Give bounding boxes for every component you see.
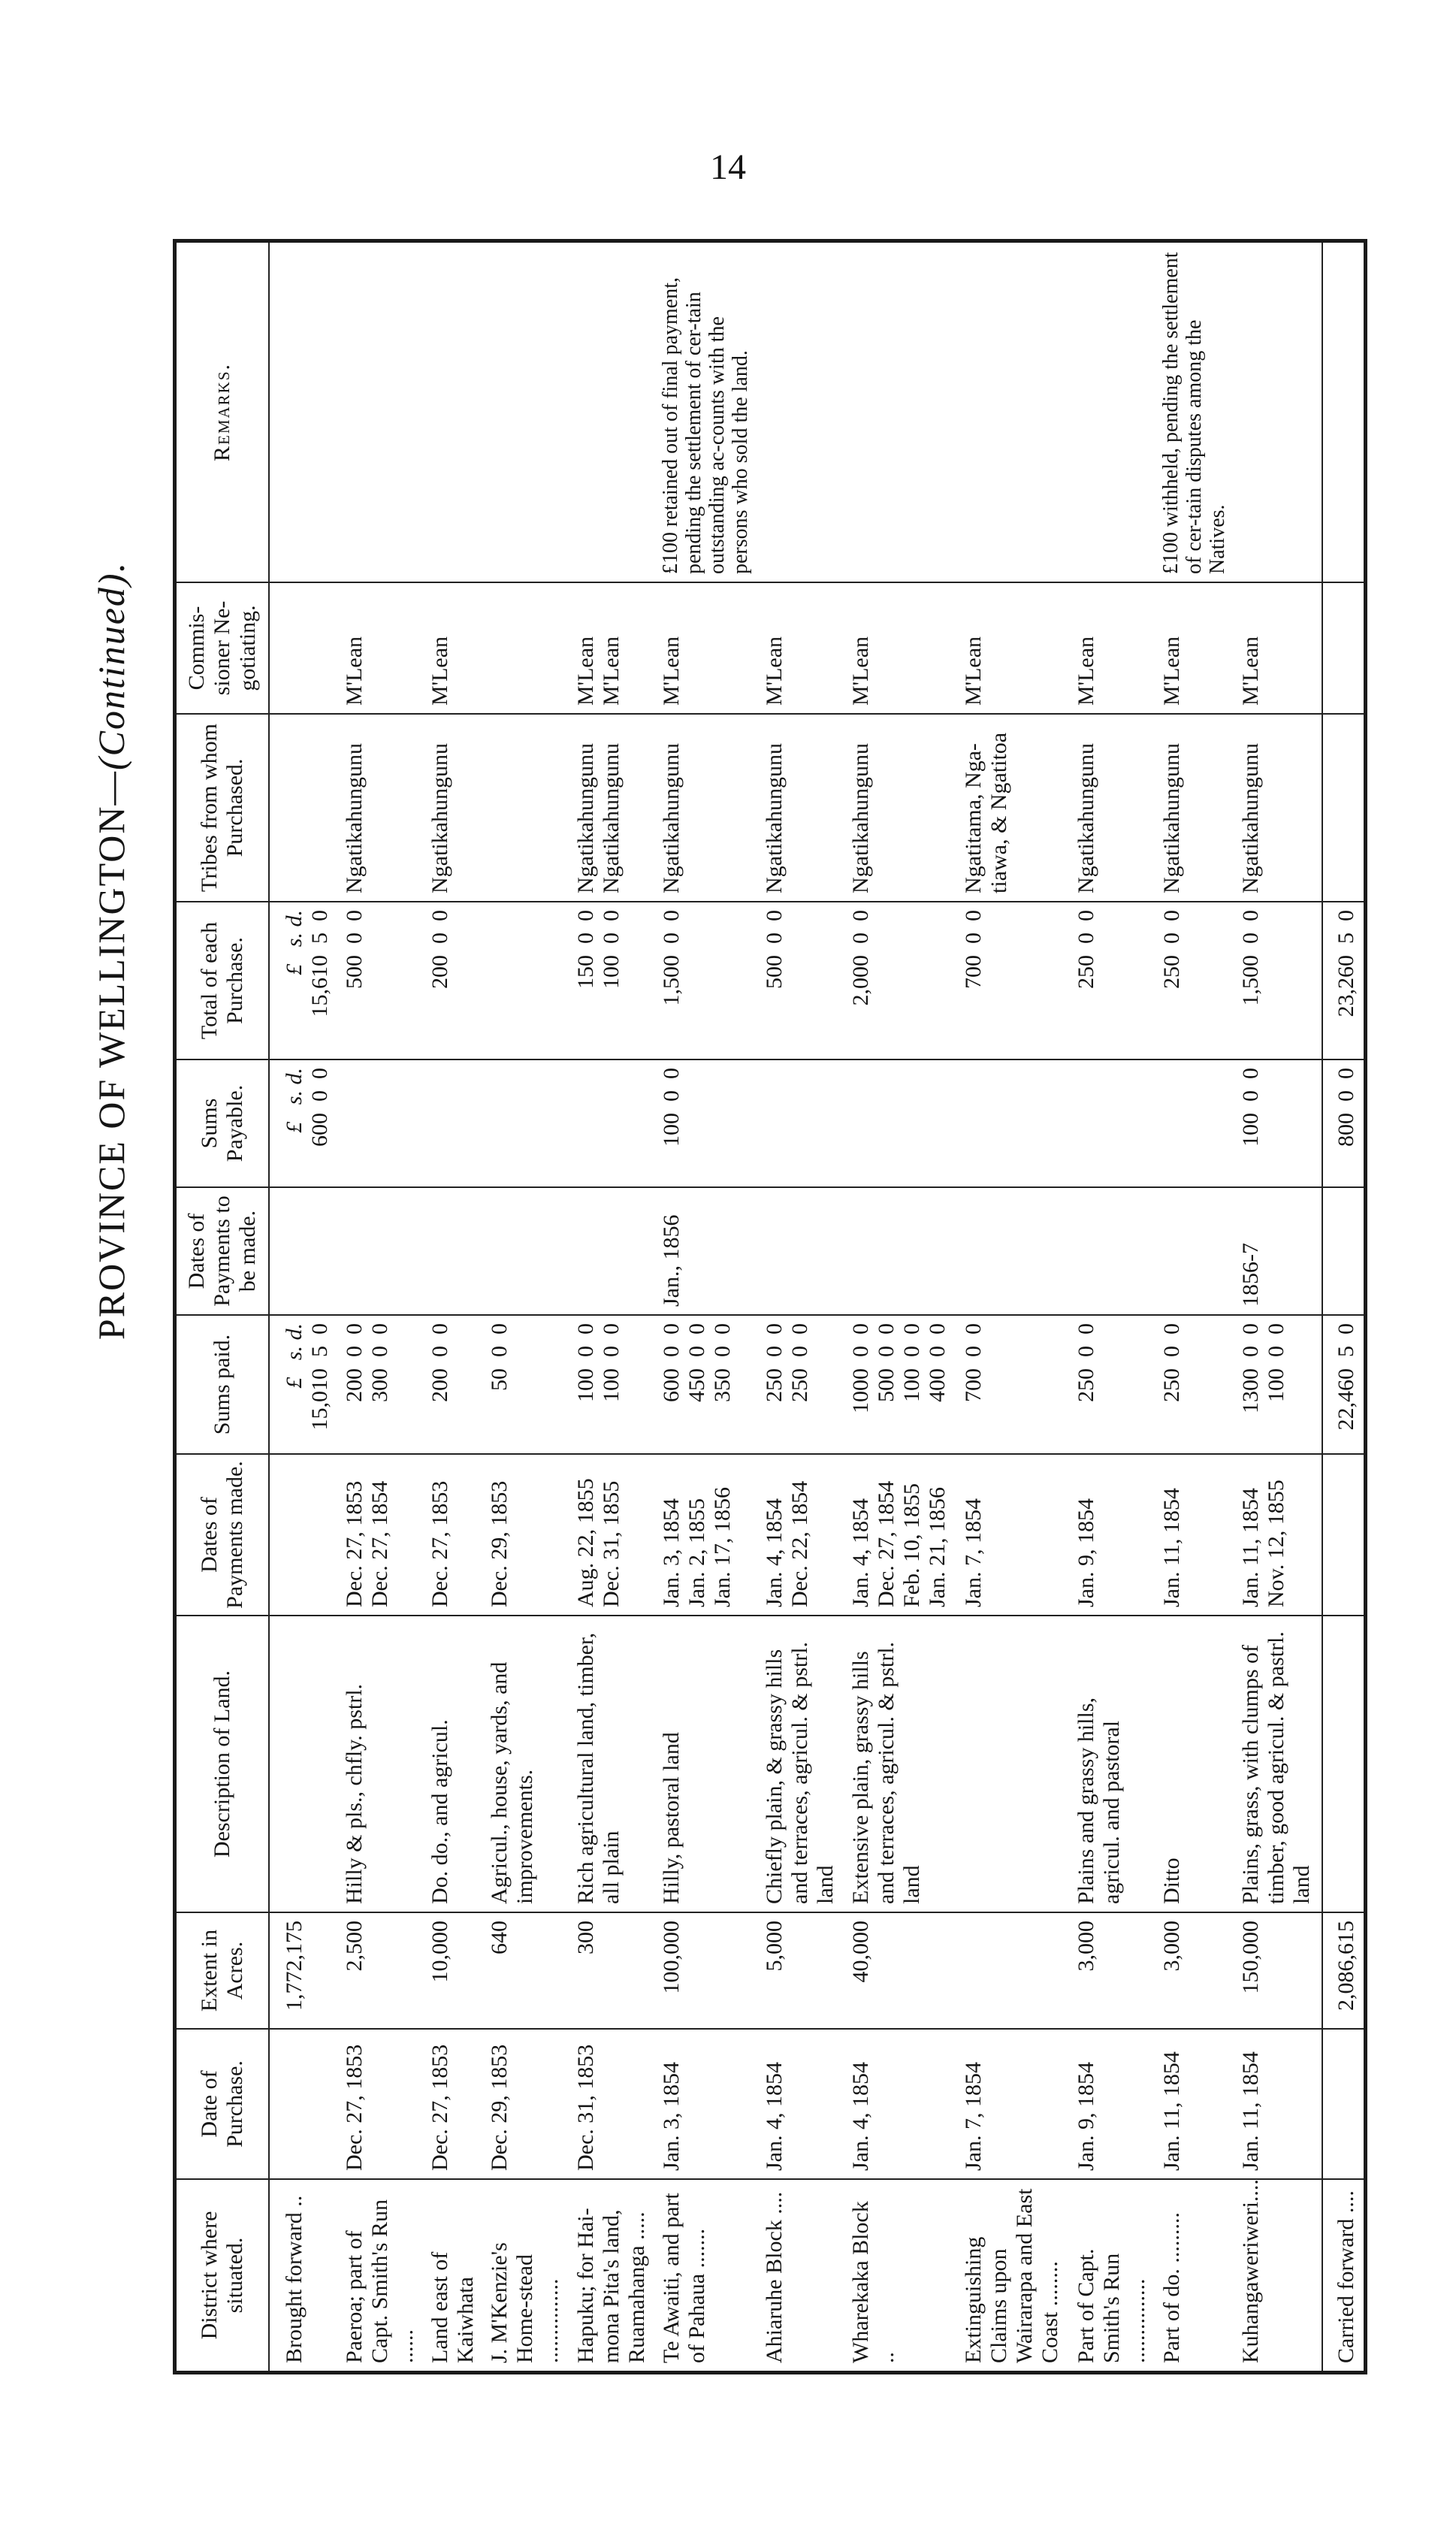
brought-forward-sums-payable-value: 600 0 0 [307, 1068, 332, 1147]
col-header-date-of-purchase: Date of Purchase. [177, 2029, 269, 2179]
tribes-cell [484, 714, 569, 902]
brought-forward-total [269, 902, 339, 1059]
commissioner-cell: M'Lean [759, 582, 844, 714]
currency-units: £ s. d. [282, 910, 307, 975]
total-cell: 700 0 0 [958, 902, 1071, 1059]
table-row [339, 243, 424, 2371]
sums-payable-cell: 100 0 0 [1235, 1059, 1322, 1187]
district-cell: Wharekaka Block .. [847, 2201, 899, 2363]
sums-paid-cell: 250 0 0 [1071, 1315, 1156, 1454]
brought-forward-dates-paid [269, 1454, 339, 1616]
extent-cell: 300 [570, 1912, 656, 2029]
remarks-cell [958, 243, 1071, 582]
district-cell: Ahiaruhe Block .... [762, 2191, 787, 2363]
land-purchase-table-rotated [177, 243, 1364, 2371]
carried-forward-description [1322, 1616, 1364, 1912]
col-header-dates-to-be-made: Dates of Payments to be made. [177, 1187, 269, 1315]
dates-paid-cell: Jan. 4, 1854 Dec. 27, 1854 Feb. 10, 1855 Jan. 21, 1856 [845, 1454, 958, 1616]
sums-paid-cell: 700 0 0 [958, 1315, 1071, 1454]
description-cell: Hilly & pls., chfly. pstrl. [339, 1616, 424, 1912]
sums-payable-cell [845, 1059, 958, 1187]
remarks-cell [339, 243, 424, 582]
table-header-row [177, 243, 269, 2371]
date-of-purchase-cell: Jan. 7, 1854 [958, 2029, 1071, 2179]
table-row [1156, 243, 1235, 2371]
col-header-tribes: Tribes from whom Purchased. [177, 714, 269, 902]
total-cell: 2,000 0 0 [845, 902, 958, 1059]
dates-to-be-made-cell [1071, 1187, 1156, 1315]
date-of-purchase-cell: Jan. 9, 1854 [1071, 2029, 1156, 2179]
carried-forward-date [1322, 2029, 1364, 2179]
description-cell: Extensive plain, grassy hills and terraces, agricul. & pstrl. land [845, 1616, 958, 1912]
dates-paid-cell: Jan. 11, 1854 [1156, 1454, 1235, 1616]
commissioner-cell: M'Lean [339, 582, 424, 714]
sums-paid-cell: 600 0 0 450 0 0 350 0 0 [656, 1315, 759, 1454]
brought-forward-tribes [269, 714, 339, 902]
col-header-remarks: Remarks. [177, 243, 269, 582]
brought-forward-sums-paid [269, 1315, 339, 1454]
total-cell [484, 902, 569, 1059]
total-cell: 500 0 0 [759, 902, 844, 1059]
extent-cell: 40,000 [845, 1912, 958, 2029]
sums-payable-cell [484, 1059, 569, 1187]
district-cell: Kuhangaweriweri.... [1238, 2179, 1264, 2363]
remarks-cell [1235, 243, 1322, 582]
brought-forward-sums-payable [269, 1059, 339, 1187]
sums-paid-cell: 250 0 0 [1156, 1315, 1235, 1454]
date-of-purchase-cell: Dec. 29, 1853 [484, 2029, 569, 2179]
description-cell: Plains, grass, with clumps of timber, good agricul. & pastrl. land [1235, 1616, 1322, 1912]
dates-paid-cell: Dec. 29, 1853 [484, 1454, 569, 1616]
dates-to-be-made-cell: Jan., 1856 [656, 1187, 759, 1315]
dates-paid-cell: Jan. 7, 1854 [958, 1454, 1071, 1616]
brought-forward-sums-paid-value: 15,010 5 0 [307, 1323, 332, 1431]
col-header-commissioner: Commis-sioner Ne-gotiating. [177, 582, 269, 714]
tribes-cell: Ngatikahungunu [339, 714, 424, 902]
sums-paid-cell: 1300 0 0 100 0 0 [1235, 1315, 1322, 1454]
commissioner-cell [484, 582, 569, 714]
remarks-cell [424, 243, 484, 582]
extent-cell: 3,000 [1156, 1912, 1235, 2029]
carried-forward-sums-paid: 22,460 5 0 [1322, 1315, 1364, 1454]
brought-forward-total-value: 15,610 5 0 [307, 910, 332, 1017]
commissioner-cell: M'Lean [845, 582, 958, 714]
carried-forward-label: Carried forward .... [1322, 2179, 1364, 2371]
dates-paid-cell: Dec. 27, 1853 [424, 1454, 484, 1616]
currency-units: £ s. d. [282, 1323, 307, 1389]
col-header-district: District where situated. [177, 2179, 269, 2371]
total-cell: 1,500 0 0 [656, 902, 759, 1059]
commissioner-cell: M'Lean [1235, 582, 1322, 714]
remarks-cell [484, 243, 569, 582]
extent-cell: 640 [484, 1912, 569, 2029]
col-header-total: Total of each Purchase. [177, 902, 269, 1059]
district-cell: Part of Capt. Smith's Run ............... [1073, 2248, 1149, 2363]
sums-payable-cell [1156, 1059, 1235, 1187]
extent-cell: 5,000 [759, 1912, 844, 2029]
table-row [570, 243, 656, 2371]
dates-to-be-made-cell [958, 1187, 1071, 1315]
table-row [484, 243, 569, 2371]
date-of-purchase-cell: Jan. 11, 1854 [1235, 2029, 1322, 2179]
page-title-main: PROVINCE OF WELLINGTON [90, 805, 132, 1341]
col-header-description: Description of Land. [177, 1616, 269, 1912]
table-row [656, 243, 759, 2371]
sums-payable-cell [424, 1059, 484, 1187]
description-cell: Chiefly plain, & grassy hills and terraces, agricul. & pstrl. land [759, 1616, 844, 1912]
tribes-cell: Ngatitama, Nga-tiawa, & Ngatitoa [958, 714, 1071, 902]
carried-forward-tribes [1322, 714, 1364, 902]
description-cell [958, 1616, 1071, 1912]
tribes-cell: Ngatikahungunu [656, 714, 759, 902]
dates-to-be-made-cell [484, 1187, 569, 1315]
extent-cell: 10,000 [424, 1912, 484, 2029]
sums-payable-cell: 100 0 0 [656, 1059, 759, 1187]
date-of-purchase-cell: Jan. 11, 1854 [1156, 2029, 1235, 2179]
date-of-purchase-cell: Dec. 27, 1853 [424, 2029, 484, 2179]
brought-forward-extent: 1,772,175 [269, 1912, 339, 2029]
total-cell: 150 0 0 100 0 0 [570, 902, 656, 1059]
commissioner-cell: M'Lean [656, 582, 759, 714]
sums-payable-cell [958, 1059, 1071, 1187]
tribes-cell: Ngatikahungunu Ngatikahungunu [570, 714, 656, 902]
tribes-cell: Ngatikahungunu [424, 714, 484, 902]
table-body [269, 243, 1364, 2371]
description-cell: Plains and grassy hills, agricul. and pastoral [1071, 1616, 1156, 1912]
table-row [424, 243, 484, 2371]
carried-forward-dates-to-be-made [1322, 1187, 1364, 1315]
carried-forward-sums-payable: 800 0 0 [1322, 1059, 1364, 1187]
land-purchase-table [177, 243, 1364, 2371]
remarks-cell [845, 243, 958, 582]
col-header-dates-paid: Dates of Payments made. [177, 1454, 269, 1616]
extent-cell: 2,500 [339, 1912, 424, 2029]
district-cell: Hapuku; for Hai-mona Pita's land, Ruamahanga ..... [572, 2208, 649, 2363]
district-cell: Part of do. ......... [1159, 2212, 1185, 2363]
brought-forward-remarks [269, 243, 339, 582]
extent-cell: 3,000 [1071, 1912, 1156, 2029]
date-of-purchase-cell: Dec. 31, 1853 [570, 2029, 656, 2179]
brought-forward-row [269, 243, 339, 2371]
page-number: 14 [710, 147, 746, 187]
extent-cell [958, 1912, 1071, 2029]
description-cell: Hilly, pastoral land [656, 1616, 759, 1912]
tribes-cell: Ngatikahungunu [1071, 714, 1156, 902]
district-cell: Extinguishing Claims upon Wairarapa and East Coast ........ [960, 2188, 1062, 2363]
date-of-purchase-cell: Jan. 4, 1854 [759, 2029, 844, 2179]
description-cell: Do. do., and agricul. [424, 1616, 484, 1912]
dates-paid-cell: Aug. 22, 1855 Dec. 31, 1855 [570, 1454, 656, 1616]
sums-payable-cell [570, 1059, 656, 1187]
carried-forward-commissioner [1322, 582, 1364, 714]
district-cell: Te Awaiti, and part of Pahaua ....... [659, 2193, 710, 2363]
col-header-sums-paid: Sums paid. [177, 1315, 269, 1454]
tribes-cell: Ngatikahungunu [845, 714, 958, 902]
sums-paid-cell: 200 0 0 300 0 0 [339, 1315, 424, 1454]
brought-forward-description [269, 1616, 339, 1912]
district-cell: Paeroa; part of Capt. Smith's Run ...... [341, 2199, 418, 2363]
carried-forward-extent: 2,086,615 [1322, 1912, 1364, 2029]
table-row [958, 243, 1071, 2371]
total-cell: 1,500 0 0 [1235, 902, 1322, 1059]
sums-payable-cell [1071, 1059, 1156, 1187]
dates-to-be-made-cell [1156, 1187, 1235, 1315]
district-cell: J. M'Kenzie's Home-stead ............... [487, 2242, 563, 2363]
dates-paid-cell: Jan. 4, 1854 Dec. 22, 1854 [759, 1454, 844, 1616]
table-row [759, 243, 844, 2371]
extent-cell: 100,000 [656, 1912, 759, 2029]
dates-to-be-made-cell [339, 1187, 424, 1315]
dates-paid-cell: Jan. 3, 1854 Jan. 2, 1855 Jan. 17, 1856 [656, 1454, 759, 1616]
dates-to-be-made-cell [845, 1187, 958, 1315]
currency-units: £ s. d. [282, 1068, 307, 1133]
brought-forward-label: Brought forward .. [282, 2195, 307, 2363]
dates-paid-cell: Dec. 27, 1853 Dec. 27, 1854 [339, 1454, 424, 1616]
dates-paid-cell: Jan. 11, 1854 Nov. 12, 1855 [1235, 1454, 1322, 1616]
tribes-cell: Ngatikahungunu [759, 714, 844, 902]
dates-to-be-made-cell [570, 1187, 656, 1315]
total-cell: 250 0 0 [1156, 902, 1235, 1059]
page-title [81, 500, 141, 1401]
commissioner-cell: M'Lean [958, 582, 1071, 714]
description-cell: Ditto [1156, 1616, 1235, 1912]
remarks-cell: £100 retained out of final payment, pending the settlement of cer-tain outstanding ac-counts with the persons who sold the land. [656, 243, 759, 582]
date-of-purchase-cell: Jan. 4, 1854 [845, 2029, 958, 2179]
sums-paid-cell: 50 0 0 [484, 1315, 569, 1454]
total-cell: 250 0 0 [1071, 902, 1156, 1059]
remarks-cell [1071, 243, 1156, 582]
commissioner-cell: M'Lean [1156, 582, 1235, 714]
sums-paid-cell: 250 0 0 250 0 0 [759, 1315, 844, 1454]
carried-forward-total: 23,260 5 0 [1322, 902, 1364, 1059]
commissioner-cell: M'Lean M'Lean [570, 582, 656, 714]
remarks-cell: £100 withheld, pending the settlement of cer-tain disputes among the Natives. [1156, 243, 1235, 582]
table-row [1235, 243, 1322, 2371]
sums-paid-cell: 100 0 0 100 0 0 [570, 1315, 656, 1454]
tribes-cell: Ngatikahungunu [1235, 714, 1322, 902]
brought-forward-dates-to-be-made [269, 1187, 339, 1315]
commissioner-cell: M'Lean [424, 582, 484, 714]
dates-paid-cell: Jan. 9, 1854 [1071, 1454, 1156, 1616]
brought-forward-commissioner [269, 582, 339, 714]
brought-forward-date [269, 2029, 339, 2179]
sums-payable-cell [339, 1059, 424, 1187]
dates-to-be-made-cell: 1856-7 [1235, 1187, 1322, 1315]
total-cell: 500 0 0 [339, 902, 424, 1059]
district-cell: Land east of Kaiwhata [427, 2251, 479, 2363]
col-header-extent: Extent in Acres. [177, 1912, 269, 2029]
dates-to-be-made-cell [424, 1187, 484, 1315]
sums-paid-cell: 1000 0 0 500 0 0 100 0 0 400 0 0 [845, 1315, 958, 1454]
remarks-cell [570, 243, 656, 582]
col-header-sums-payable: Sums Payable. [177, 1059, 269, 1187]
tribes-cell: Ngatikahungunu [1156, 714, 1235, 902]
description-cell: Agricul., house, yards, and improvements. [484, 1616, 569, 1912]
table-row [845, 243, 958, 2371]
total-cell: 200 0 0 [424, 902, 484, 1059]
sums-payable-cell [759, 1059, 844, 1187]
land-purchase-table-frame [173, 239, 1367, 2374]
description-cell: Rich agricultural land, timber, all plain [570, 1616, 656, 1912]
table-row [1071, 243, 1156, 2371]
dates-to-be-made-cell [759, 1187, 844, 1315]
carried-forward-row [1322, 243, 1364, 2371]
remarks-cell [759, 243, 844, 582]
date-of-purchase-cell: Jan. 3, 1854 [656, 2029, 759, 2179]
commissioner-cell: M'Lean [1071, 582, 1156, 714]
carried-forward-remarks [1322, 243, 1364, 582]
sums-paid-cell: 200 0 0 [424, 1315, 484, 1454]
date-of-purchase-cell: Dec. 27, 1853 [339, 2029, 424, 2179]
page-title-continued: —(Continued). [90, 561, 132, 806]
extent-cell: 150,000 [1235, 1912, 1322, 2029]
carried-forward-dates-paid [1322, 1454, 1364, 1616]
